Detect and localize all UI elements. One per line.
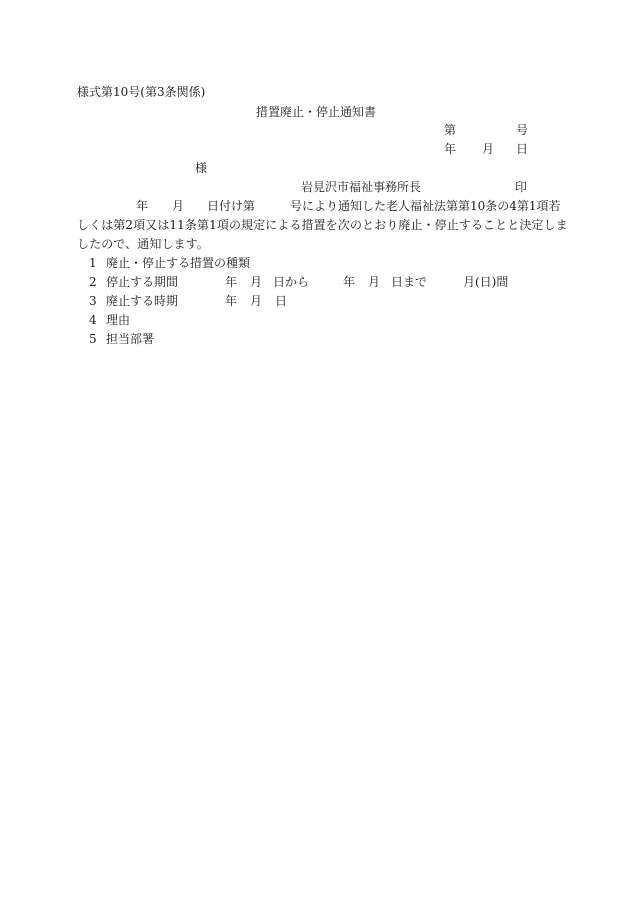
- item-3-label: 廃止する時期: [106, 294, 179, 308]
- item-2-year2: 年: [343, 275, 356, 289]
- form-number: 様式第10号(第3条関係): [77, 85, 206, 99]
- date-month: 月: [482, 142, 495, 156]
- date-day: 日: [516, 142, 529, 156]
- item-3-month: 月: [250, 294, 263, 308]
- body-year: 年: [136, 199, 149, 213]
- item-2-day2: 日まで: [391, 275, 428, 289]
- body-line1-rest: 号により通知した老人福祉法第第10条の4第1項若: [290, 199, 561, 213]
- addressee-suffix: 様: [195, 161, 208, 175]
- item-3-number: 3: [89, 294, 97, 308]
- item-3-day: 日: [275, 294, 288, 308]
- item-2-year1: 年: [225, 275, 238, 289]
- document-title: 措置廃止・停止通知書: [256, 105, 377, 119]
- item-5-label: 担当部署: [106, 332, 155, 346]
- body-line-2: しくは第2項又は11条第1項の規定による措置を次のとおり廃止・停止することと決定しま: [77, 218, 568, 232]
- doc-number-suffix: 号: [516, 123, 529, 137]
- item-2-label: 停止する期間: [106, 275, 179, 289]
- body-line-3: したので、通知します。: [77, 237, 209, 251]
- item-4-label: 理由: [106, 313, 131, 327]
- item-1-number: 1: [89, 256, 97, 270]
- item-2-number: 2: [89, 275, 97, 289]
- item-4-number: 4: [89, 313, 97, 327]
- sender-name: 岩見沢市福祉事務所長: [301, 180, 422, 194]
- item-1-label: 廃止・停止する措置の種類: [106, 256, 251, 270]
- item-2-month2: 月: [368, 275, 381, 289]
- body-month: 月: [172, 199, 185, 213]
- item-2-day1: 日から: [273, 275, 310, 289]
- item-2-duration: 月(日)間: [463, 275, 509, 289]
- sender-seal: 印: [515, 180, 528, 194]
- item-2-month1: 月: [250, 275, 263, 289]
- item-5-number: 5: [89, 332, 97, 346]
- body-ref-text: 日付け第: [207, 199, 256, 213]
- item-3-year: 年: [225, 294, 238, 308]
- doc-number-prefix: 第: [444, 123, 457, 137]
- date-year: 年: [444, 142, 457, 156]
